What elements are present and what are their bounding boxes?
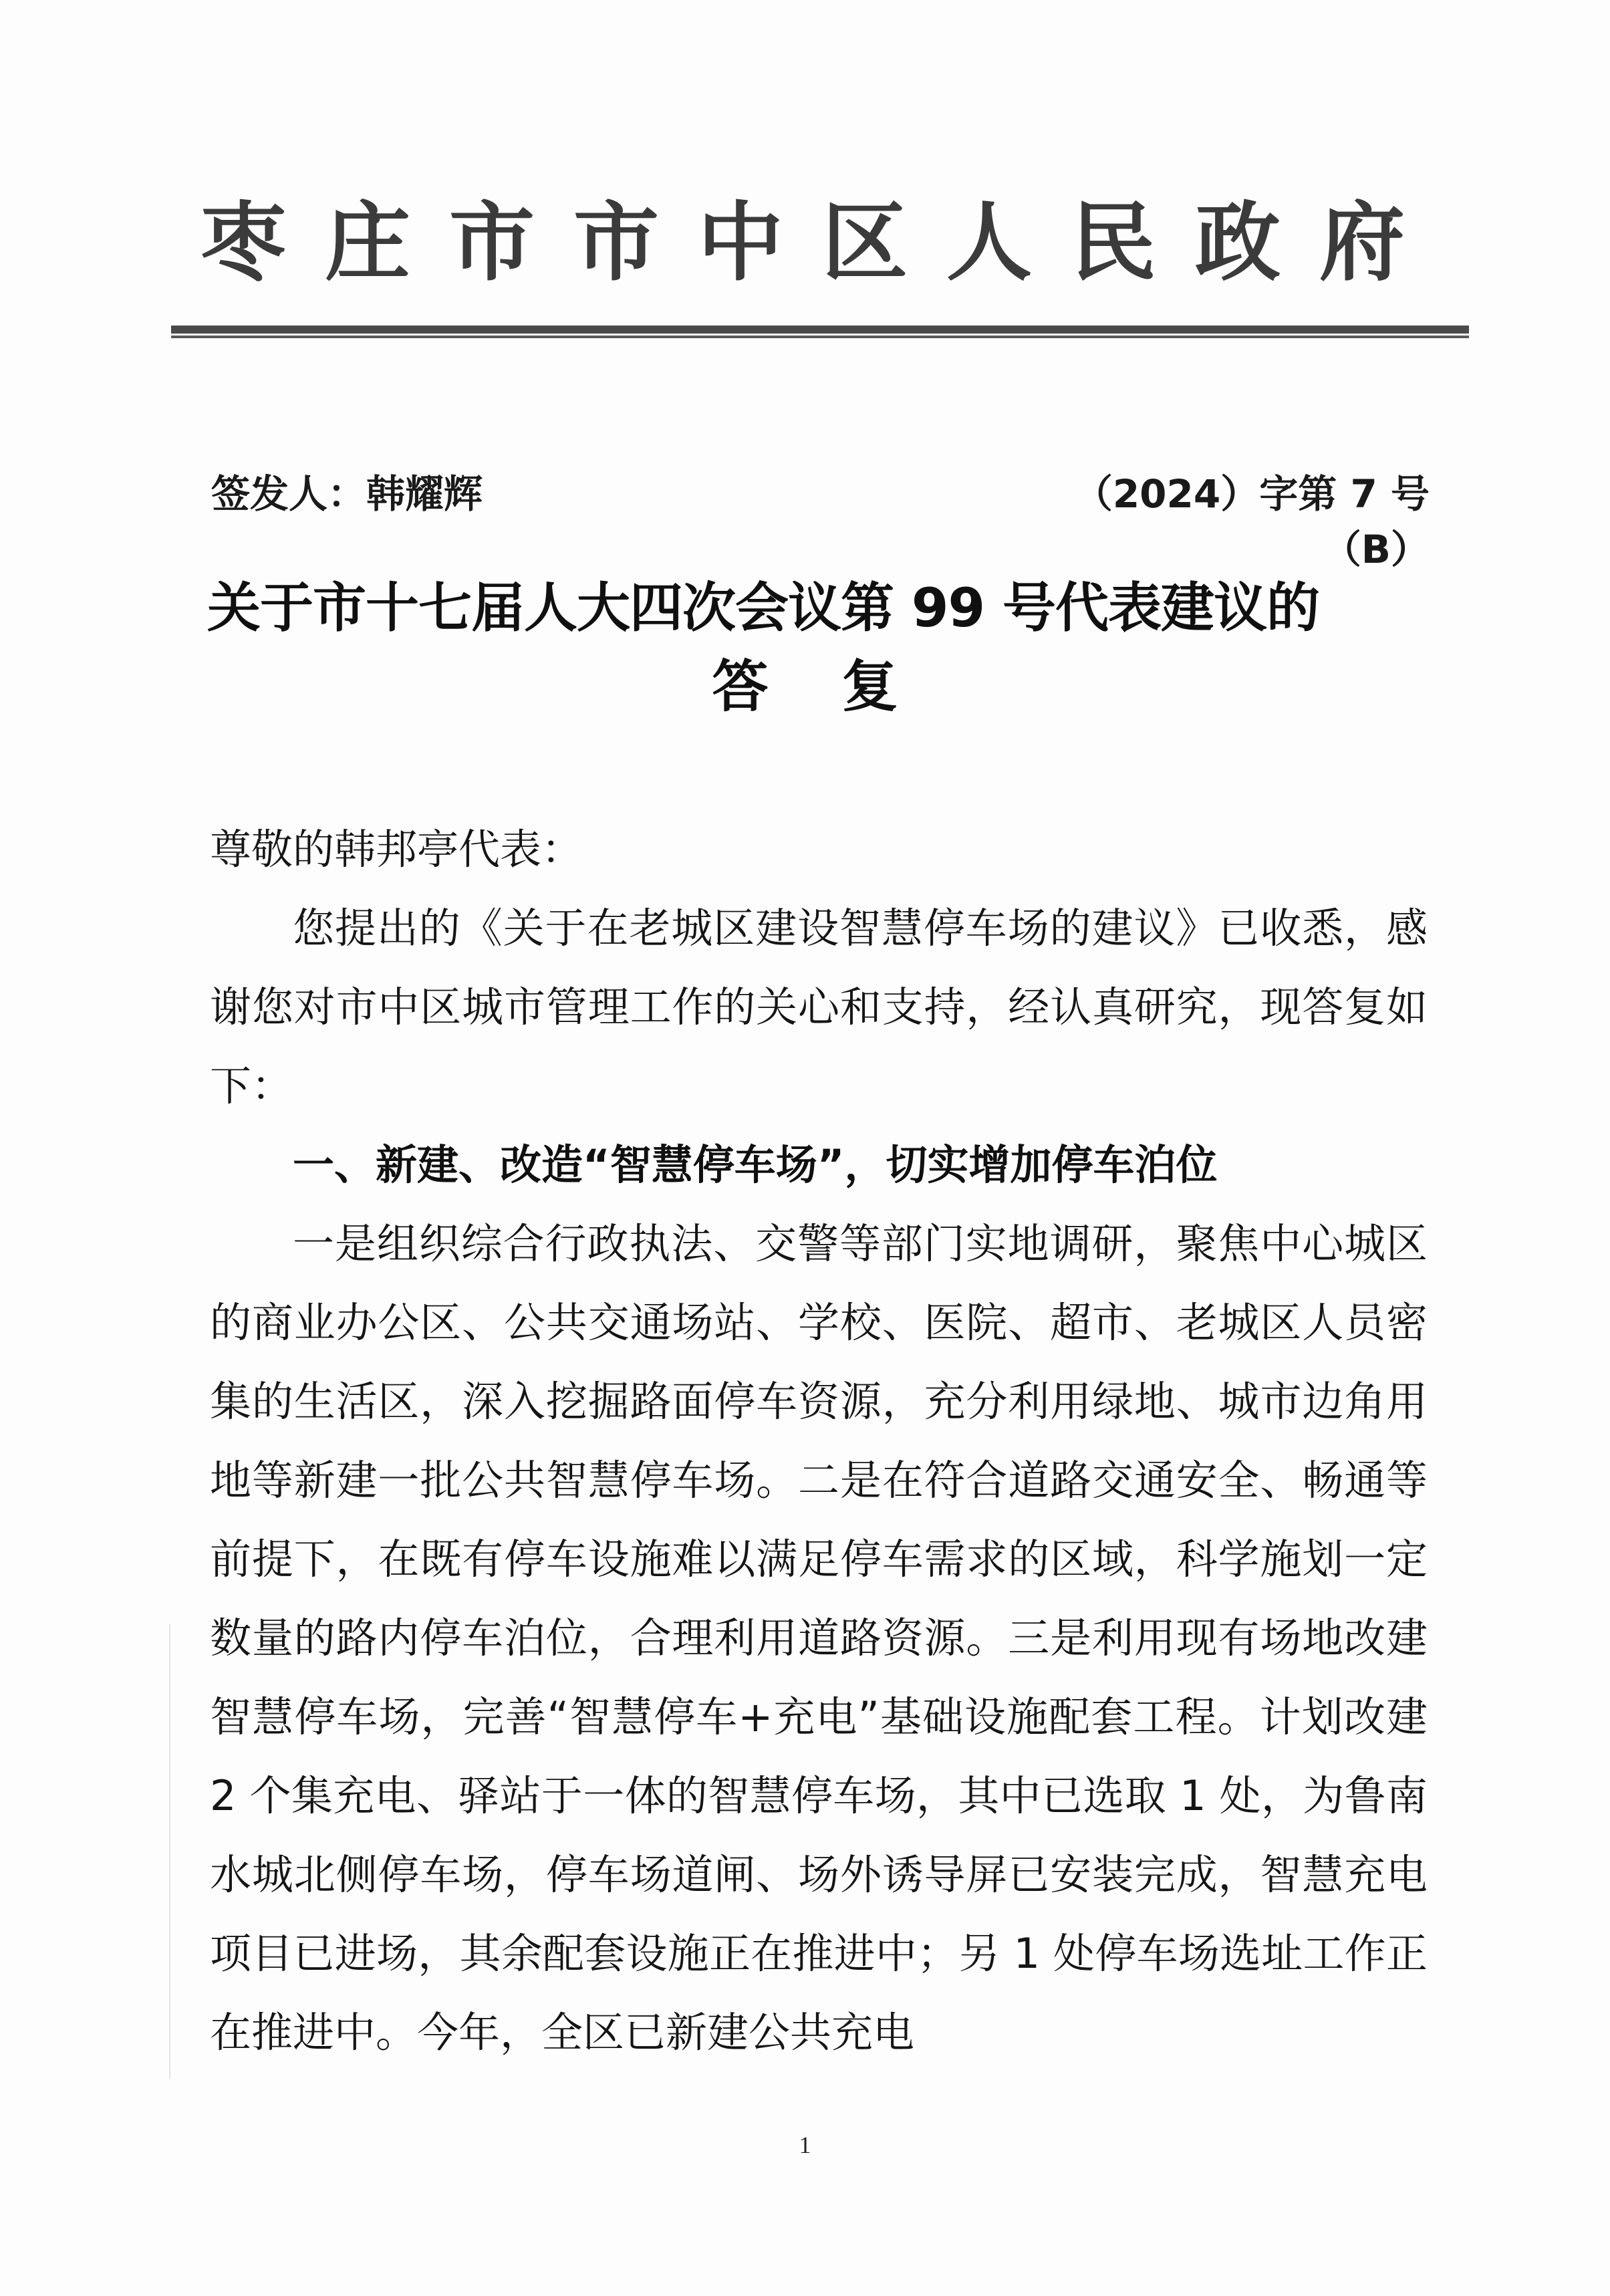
organization-header: 枣庄市市中区人民政府 <box>200 193 1444 293</box>
page-number: 1 <box>799 2132 811 2158</box>
salutation: 尊敬的韩邦亭代表： <box>210 825 583 874</box>
document-title: 关于市十七届人大四次会议第 99 号代表建议的 <box>207 577 1320 639</box>
section-paragraph: 一是组织综合行政执法、交警等部门实地调研，聚焦中心城区的商业办公区、公共交通场站、学校、医院、超市、老城区人员密集的生活区，深入挖掘路面停车资源，充分利用绿地、城市边角用地等新建一批公共智慧停车场。二是在符合道路交通安全、畅通等前提下，在既有停车设施难以满足停车需求的区域，科学施划一定数量的路内停车泊位，合理利用道路资源。三是利用现有场地改建智慧停车场，完善“智慧停车+充电”基础设施配套工程。计划改建 2 个集充电、驿站于一体的智慧停车场，其中已选取 1 处，为鲁南水城北侧停车场，停车场道闸、场外诱导屏已安装完成，智慧充电项目已进场，其余配套设施正在推进中；另 1 处停车场选址工作正在推进中。今年，全区已新建公共充电 <box>210 1219 1428 2057</box>
header-rule-thin <box>171 336 1469 338</box>
document-number: （2024）字第 7 号 <box>1073 471 1430 517</box>
header-rule-thick <box>171 326 1469 334</box>
section-heading: 一、新建、改造“智慧停车场”，切实增加停车泊位 <box>293 1140 1218 1189</box>
document-title-reply: 答复 <box>712 654 972 719</box>
document-classification: （B） <box>1322 527 1430 572</box>
scan-artifact-line <box>169 1624 170 2079</box>
signer-name: 韩耀辉 <box>366 471 483 517</box>
intro-paragraph: 您提出的《关于在老城区建设智慧停车场的建议》已收悉，感谢您对市中区城市管理工作的关心和支持，经认真研究，现答复如下： <box>210 904 1428 1110</box>
signer-label: 签发人： <box>211 471 367 517</box>
signer-line <box>211 471 483 517</box>
